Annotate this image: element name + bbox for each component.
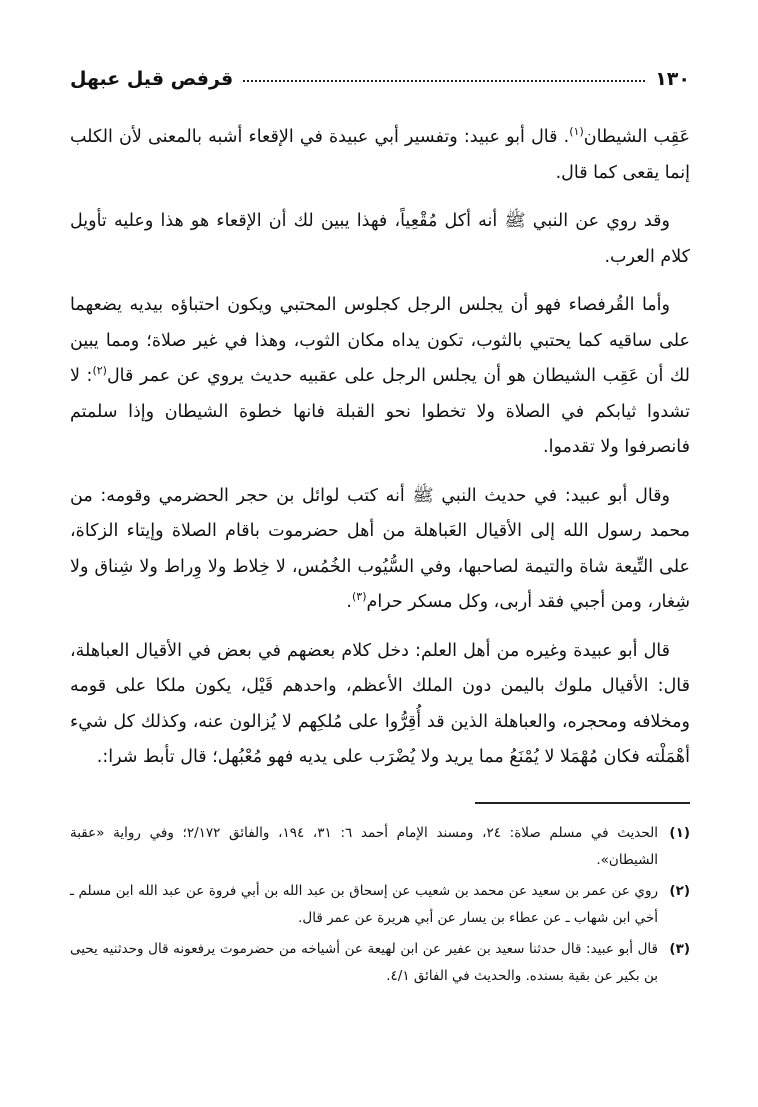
main-text	[70, 120, 690, 776]
paragraph-5	[70, 634, 690, 776]
paragraph-text: وأما القُرفصاء فهو أن يجلس الرجل كجلوس المحتبي ويكون احتباؤه بيديه يضعهما على ساقيه كما يحتبي بالثوب، تكون يداه مكان الثوب، وهذا في غير صلاة؛ ومما يبين لك أن عَقِب الشيطان هو أن يجلس الرجل على عقبيه حديث يروي عن عمر قال	[70, 295, 690, 386]
paragraph-text: عَقِب الشيطان	[583, 127, 691, 147]
footnote-1	[70, 820, 690, 874]
book-page	[70, 62, 690, 994]
header-dotted-leader	[243, 80, 645, 82]
footnote-ref-3: (٣)	[351, 590, 367, 604]
paragraph-text: قال أبو عبيدة وغيره من أهل العلم: دخل كلام بعضهم في بعض في الأقيال العباهلة، قال: الأقيال ملوك باليمن دون الملك الأعظم، واحدهم قَيْل، يكون ملكا على قومه ومخلافه ومحجره، والعباهلة الذين قد أُقِرُّوا على مُلكِهم لا يُزالون عنه، وكذلك كل شيء أهْمَلْته فكان مُهْمَلا لا يُمْنَعُ مما يريد ولا يُضْرَب على يديه فهو مُعْبُهل؛ قال تأبط شرا:.	[70, 640, 690, 767]
paragraph-4	[70, 479, 690, 621]
page-header	[70, 62, 690, 96]
footnote-number: (١)	[669, 824, 690, 841]
footnote-number: (٢)	[669, 882, 690, 899]
paragraph-2	[70, 204, 690, 275]
paragraph-text: وقال أبو عبيد: في حديث النبي ﷺ أنه كتب لوائل بن حجر الحضرمي وقومه: من محمد رسول الله إلى الأقيال العَباهلة من أهل حضرموت باقام الصلاة وإيتاء الزكاة، على التِّيعة شاة والتيمة لصاحبها، وفي السُّيُوب الخُمُس، لا خِلاط ولا وِراط ولا شِناق ولا شِغار، ومن أجبي فقد أربى، وكل مسكر حرام	[70, 485, 690, 612]
footnote-text: قال أبو عبيد: قال حدثنا سعيد بن عفير عن ابن لهيعة عن أشياخه من حضرموت يرفعونه قال وحدثنيه يحيى بن بكير عن بقية بسنده. والحديث في الفائق ٤/١.	[70, 940, 658, 984]
page-number: ١٣٠	[655, 68, 690, 90]
footnotes	[70, 820, 690, 990]
paragraph-text: .	[346, 592, 352, 612]
footnote-2	[70, 878, 690, 932]
footnote-ref-2: (٢)	[92, 364, 107, 378]
footnote-ref-1: (١)	[569, 125, 584, 139]
footnote-divider	[475, 802, 690, 804]
footnote-text: روي عن عمر بن سعيد عن محمد بن شعيب عن إسحاق بن عبد الله بن أبي فروة عن عبد الله ابن مسلم ـ أخي ابن شهاب ـ عن عطاء بن يسار عن أبي هريرة عن عمر قال.	[70, 882, 658, 926]
footnote-number: (٣)	[669, 940, 690, 957]
paragraph-text: : لا تشدوا ثيابكم في الصلاة ولا تخطوا نحو القبلة فانها خطوة الشيطان وإذا سلمتم فانصرفوا ولا تقدموا.	[70, 366, 690, 457]
paragraph-text: وقد روي عن النبي ﷺ أنه أكل مُقْعِياً، فهذا يبين لك أن الإقعاء هو هذا وعليه تأويل كلام العرب.	[70, 211, 690, 267]
footnote-text: الحديث في مسلم صلاة: ٢٤، ومسند الإمام أحمد ٦: ٣١، ١٩٤، والفائق ٢/١٧٢؛ وفي رواية «عقبة الشيطان».	[70, 824, 658, 868]
paragraph-text: . قال أبو عبيد: وتفسير أبي عبيدة في الإقعاء أشبه بالمعنى لأن الكلب إنما يقعى كما قال.	[70, 127, 690, 183]
paragraph-1	[70, 120, 690, 191]
paragraph-3	[70, 288, 690, 466]
running-title: قرفص قيل عبهل	[70, 68, 234, 90]
footnote-3	[70, 936, 690, 990]
